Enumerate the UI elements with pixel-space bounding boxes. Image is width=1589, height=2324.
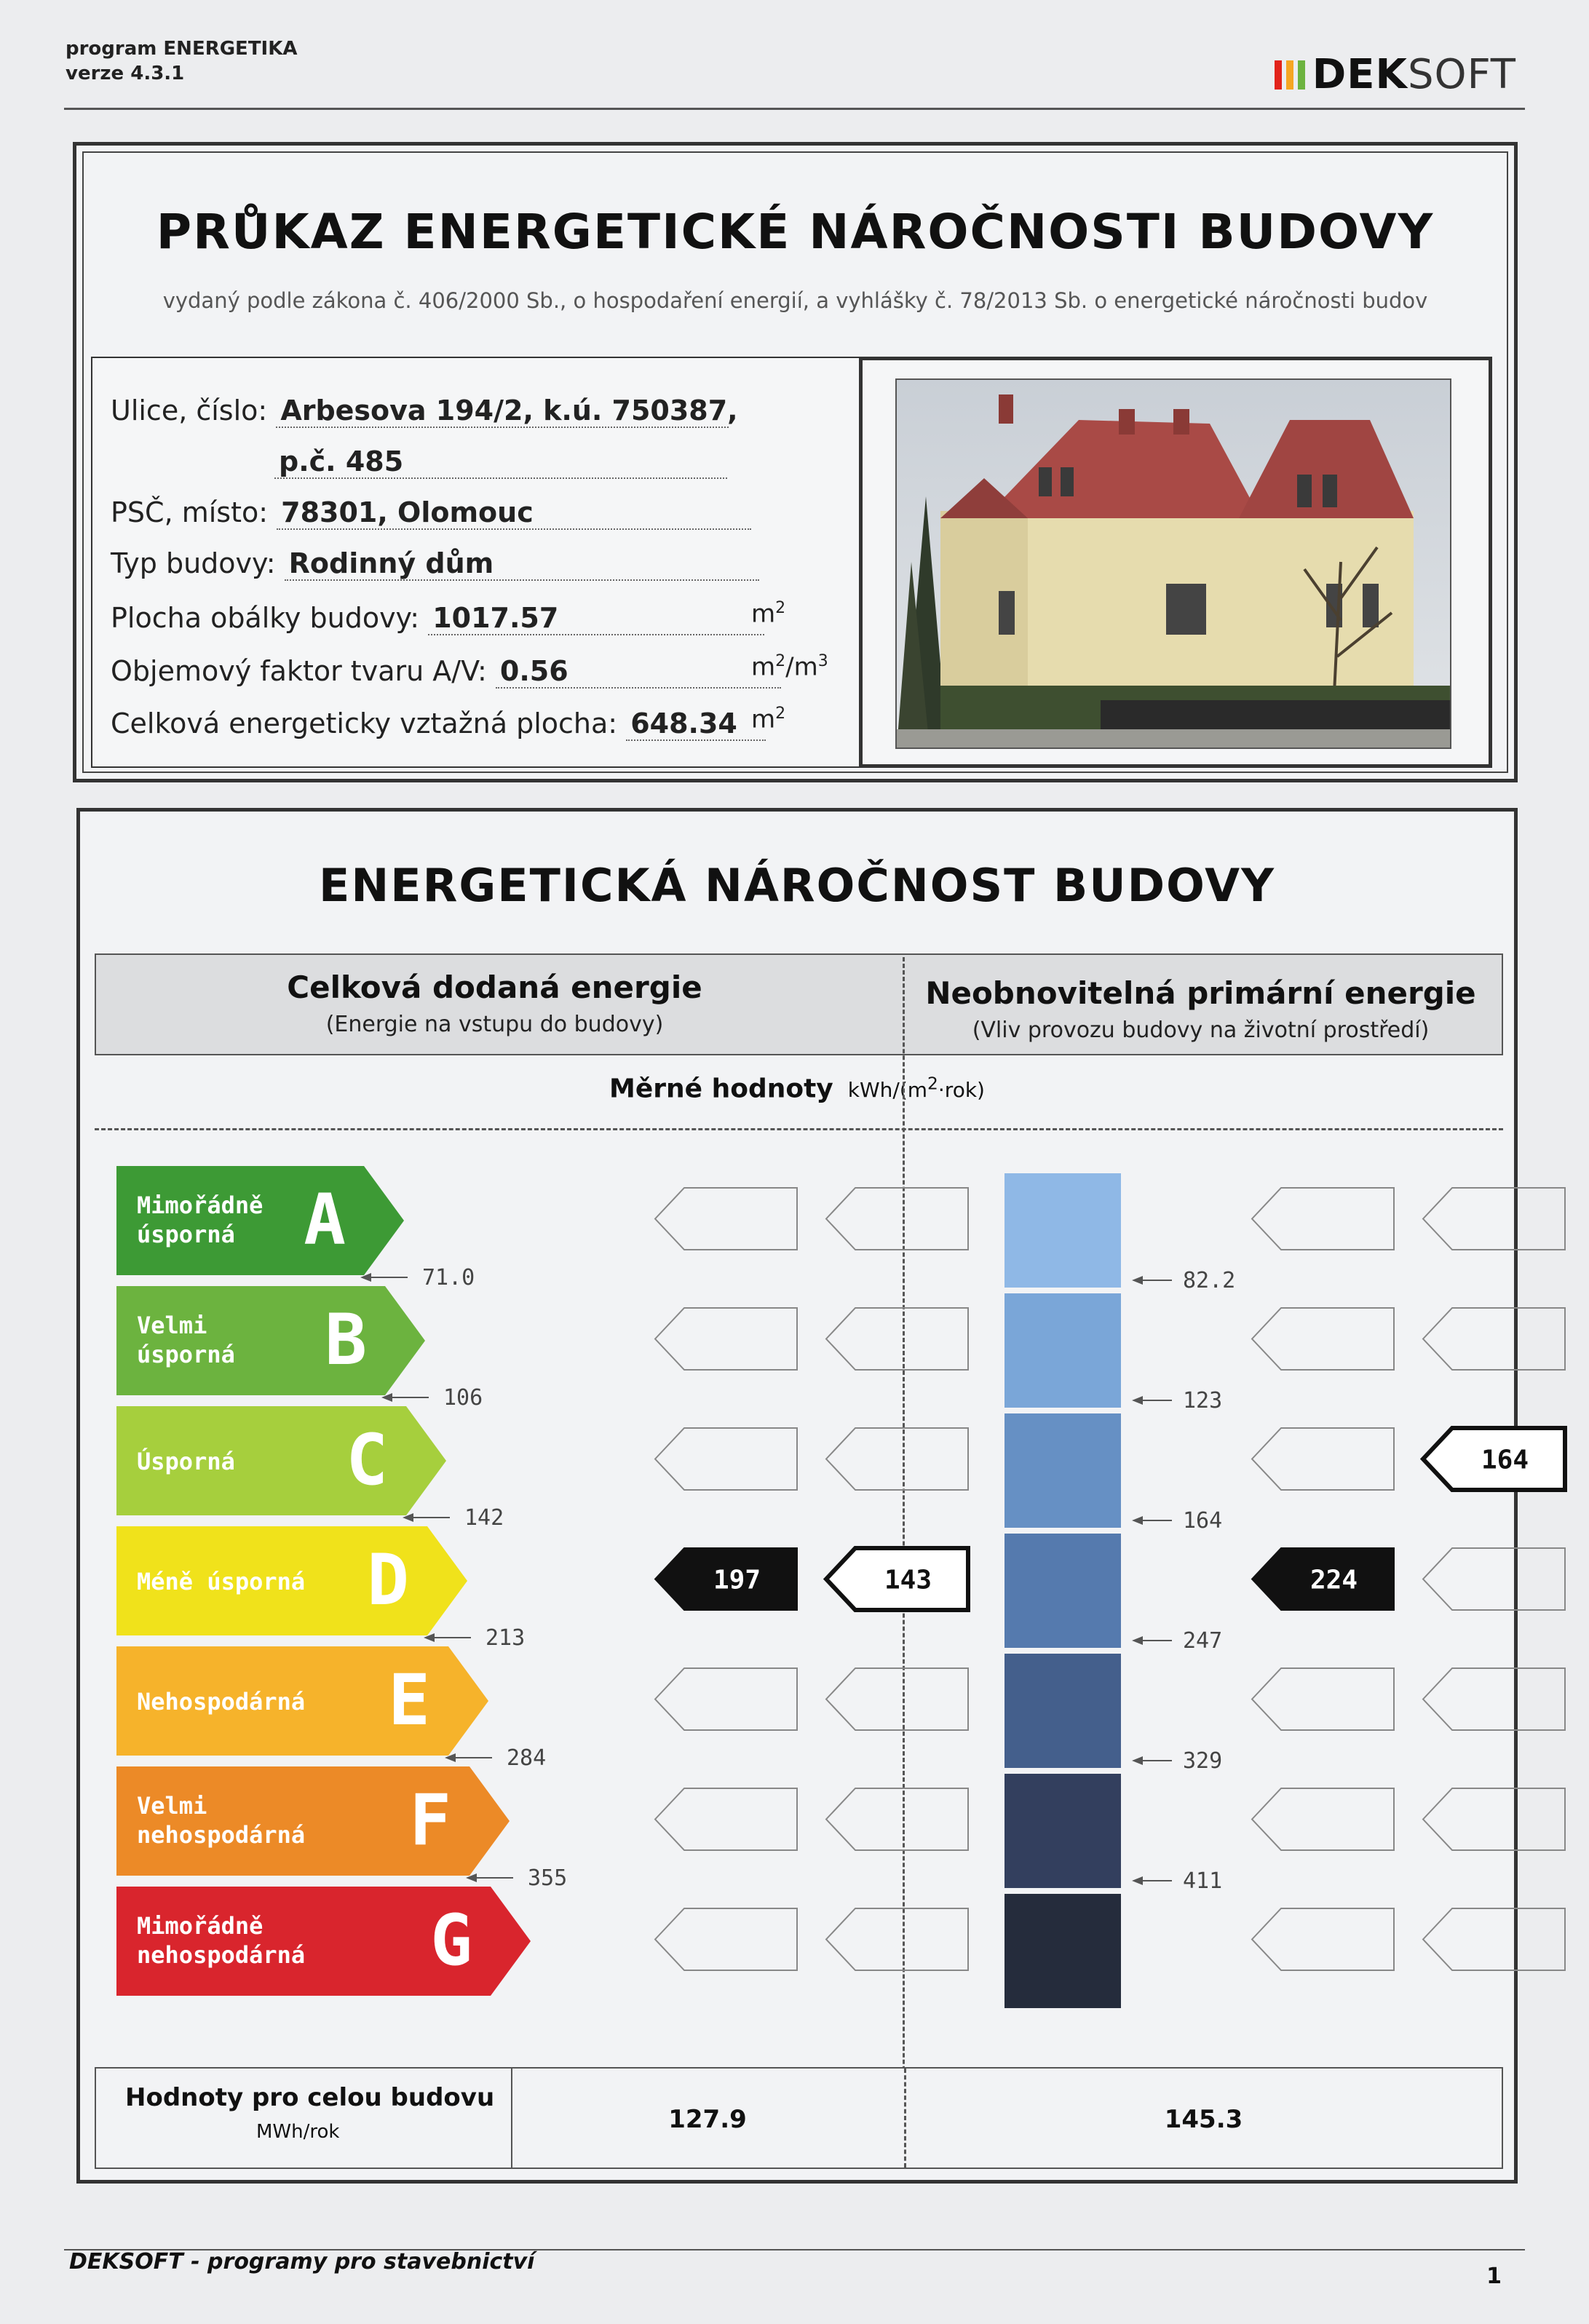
certificate-subtitle: vydaný podle zákona č. 406/2000 Sb., o hospodaření energií, a vyhlášky č. 78/2013 Sb. o energetické náročnosti budov bbox=[162, 288, 1428, 313]
left-threshold-label: 142 bbox=[464, 1505, 504, 1531]
whole-building-unit: MWh/rok bbox=[256, 2121, 340, 2143]
primary-scale-segment bbox=[1004, 1654, 1121, 1768]
rating-marker-empty bbox=[1252, 1308, 1394, 1370]
class-label-a: úsporná bbox=[137, 1221, 235, 1248]
street-value-2: p.č. 485 bbox=[274, 445, 727, 479]
primary-scale-segment bbox=[1004, 1774, 1121, 1888]
primary-scale-segment bbox=[1004, 1534, 1121, 1648]
class-label-g: nehospodárná bbox=[137, 1941, 306, 1969]
logo-bars-icon bbox=[1275, 60, 1305, 90]
left-threshold-label: 71.0 bbox=[422, 1265, 475, 1290]
rating-marker-empty bbox=[1423, 1308, 1565, 1370]
right-column-title: Neobnovitelná primární energie bbox=[925, 975, 1476, 1011]
area-value: 648.34 bbox=[626, 707, 766, 741]
whole-building-row bbox=[95, 2067, 1503, 2169]
right-threshold-label: 247 bbox=[1183, 1628, 1223, 1654]
rating-marker-empty bbox=[826, 1908, 968, 1970]
right-threshold-arrowhead bbox=[1132, 1516, 1143, 1525]
building-photo bbox=[895, 378, 1451, 749]
rating-marker-empty bbox=[1252, 1188, 1394, 1250]
right-threshold-label: 411 bbox=[1183, 1868, 1223, 1894]
rating-marker-empty bbox=[655, 1428, 797, 1490]
whole-building-left-value: 127.9 bbox=[668, 2105, 747, 2134]
left-threshold-label: 106 bbox=[443, 1385, 483, 1411]
rating-marker-value: 143 bbox=[884, 1565, 932, 1595]
whole-building-label: Hodnoty pro celou budovu bbox=[125, 2083, 495, 2112]
rating-marker-empty bbox=[1423, 1908, 1565, 1970]
street-row-2 bbox=[274, 445, 727, 479]
class-label-e: Nehospodárná bbox=[137, 1688, 306, 1716]
primary-scale-segment bbox=[1004, 1293, 1121, 1408]
right-threshold-label: 82.2 bbox=[1183, 1268, 1236, 1293]
left-threshold-label: 355 bbox=[528, 1865, 568, 1891]
rating-marker-empty bbox=[655, 1668, 797, 1730]
right-threshold-label: 123 bbox=[1183, 1388, 1223, 1413]
shape-value: 0.56 bbox=[496, 655, 781, 689]
class-label-b: Velmi bbox=[137, 1312, 207, 1339]
certificate-title: PRŮKAZ ENERGETICKÉ NÁROČNOSTI BUDOVY bbox=[156, 204, 1435, 260]
rating-marker-empty bbox=[1423, 1788, 1565, 1850]
rating-marker-empty bbox=[826, 1788, 968, 1850]
shape-label: Objemový faktor tvaru A/V: bbox=[111, 655, 487, 687]
page-number: 1 bbox=[1486, 2264, 1502, 2289]
deksoft-logo bbox=[1275, 51, 1516, 98]
left-column-subtitle: (Energie na vstupu do budovy) bbox=[325, 1012, 664, 1037]
class-letter-e: E bbox=[388, 1659, 430, 1741]
header-divider bbox=[64, 108, 1525, 110]
psc-value: 78301, Olomouc bbox=[277, 496, 751, 530]
envelope-unit: $m^2$ bbox=[751, 599, 786, 629]
area-label: Celková energeticky vztažná plocha: bbox=[111, 707, 618, 739]
certificate-header-box bbox=[73, 142, 1518, 782]
area-row bbox=[111, 705, 786, 741]
right-column-subtitle: (Vliv provozu budovy na životní prostředí) bbox=[972, 1018, 1430, 1043]
area-unit: $m^2$ bbox=[751, 705, 786, 734]
rating-marker-empty bbox=[1252, 1428, 1394, 1490]
rating-marker-empty bbox=[1423, 1188, 1565, 1250]
class-letter-b: B bbox=[325, 1299, 367, 1381]
rating-marker-empty bbox=[1423, 1668, 1565, 1730]
right-threshold-arrowhead bbox=[1132, 1276, 1143, 1285]
right-threshold-label: 329 bbox=[1183, 1748, 1223, 1774]
logo-light: SOFT bbox=[1407, 51, 1516, 98]
class-letter-g: G bbox=[430, 1900, 472, 1981]
rating-marker-empty bbox=[655, 1188, 797, 1250]
envelope-value: 1017.57 bbox=[428, 602, 764, 635]
type-row bbox=[111, 547, 759, 581]
rating-marker-empty bbox=[1252, 1788, 1394, 1850]
class-label-b: úsporná bbox=[137, 1341, 235, 1368]
program-version: verze 4.3.1 bbox=[66, 63, 185, 84]
logo-bold: DEK bbox=[1312, 51, 1408, 98]
rating-marker-empty bbox=[655, 1788, 797, 1850]
primary-scale-segment bbox=[1004, 1173, 1121, 1288]
footer-company: DEKSOFT - programy pro stavebnictví bbox=[69, 2249, 535, 2275]
right-threshold-arrowhead bbox=[1132, 1876, 1143, 1885]
shape-row bbox=[111, 652, 828, 689]
type-label: Typ budovy: bbox=[111, 547, 276, 579]
class-label-a: Mimořádně bbox=[137, 1191, 263, 1219]
left-column-title: Celková dodaná energie bbox=[287, 969, 702, 1005]
left-threshold-label: 213 bbox=[486, 1625, 526, 1651]
primary-scale-segment bbox=[1004, 1413, 1121, 1528]
rating-marker-value: 197 bbox=[713, 1565, 761, 1595]
right-threshold-arrowhead bbox=[1132, 1396, 1143, 1405]
whole-building-right-value: 145.3 bbox=[1164, 2105, 1243, 2134]
type-value: Rodinný dům bbox=[285, 547, 759, 581]
rating-marker-value: 164 bbox=[1481, 1445, 1529, 1475]
class-label-g: Mimořádně bbox=[137, 1912, 263, 1940]
shape-unit: $m^2/m^3$ bbox=[751, 652, 828, 682]
energy-title: ENERGETICKÁ NÁROČNOST BUDOVY bbox=[319, 859, 1275, 912]
class-letter-d: D bbox=[367, 1539, 409, 1621]
class-letter-f: F bbox=[409, 1780, 451, 1861]
class-label-f: nehospodárná bbox=[137, 1821, 306, 1849]
class-label-d: Méně úsporná bbox=[137, 1568, 306, 1595]
primary-scale-segment bbox=[1004, 1894, 1121, 2008]
program-info bbox=[66, 36, 298, 86]
street-row bbox=[111, 394, 738, 428]
energy-performance-box bbox=[76, 808, 1529, 2184]
building-photo-frame bbox=[859, 357, 1492, 768]
rating-marker-empty bbox=[826, 1308, 968, 1370]
building-info bbox=[91, 357, 870, 768]
right-threshold-arrowhead bbox=[1132, 1636, 1143, 1645]
street-label: Ulice, číslo: bbox=[111, 394, 268, 427]
energy-class-svg bbox=[95, 1055, 1529, 1981]
program-name: program ENERGETIKA bbox=[66, 38, 298, 60]
envelope-label: Plocha obálky budovy: bbox=[111, 602, 420, 634]
rating-marker-value: 224 bbox=[1309, 1565, 1358, 1595]
right-threshold-label: 164 bbox=[1183, 1508, 1223, 1534]
energy-class-chart bbox=[95, 1055, 1529, 1981]
rating-marker-empty bbox=[826, 1428, 968, 1490]
rating-marker-empty bbox=[655, 1308, 797, 1370]
rating-marker-empty bbox=[1423, 1548, 1565, 1610]
envelope-row bbox=[111, 599, 786, 635]
rating-marker-empty bbox=[826, 1188, 968, 1250]
rating-marker-empty bbox=[1252, 1668, 1394, 1730]
right-threshold-arrowhead bbox=[1132, 1756, 1143, 1765]
class-letter-c: C bbox=[346, 1419, 388, 1501]
rating-marker-empty bbox=[655, 1908, 797, 1970]
psc-label: PSČ, místo: bbox=[111, 496, 269, 528]
class-letter-a: A bbox=[304, 1179, 346, 1261]
class-label-c: Úsporná bbox=[137, 1448, 235, 1475]
energy-columns-header bbox=[95, 953, 1503, 1055]
rating-marker-empty bbox=[826, 1668, 968, 1730]
left-threshold-label: 284 bbox=[507, 1745, 547, 1771]
class-label-f: Velmi bbox=[137, 1792, 207, 1820]
street-value: Arbesova 194/2, k.ú. 750387, bbox=[276, 394, 729, 428]
psc-row bbox=[111, 496, 751, 530]
specific-values-label: Měrné hodnoty kWh/$(m^2\cdot rok)$ bbox=[609, 1074, 985, 1104]
rating-marker-empty bbox=[1252, 1908, 1394, 1970]
